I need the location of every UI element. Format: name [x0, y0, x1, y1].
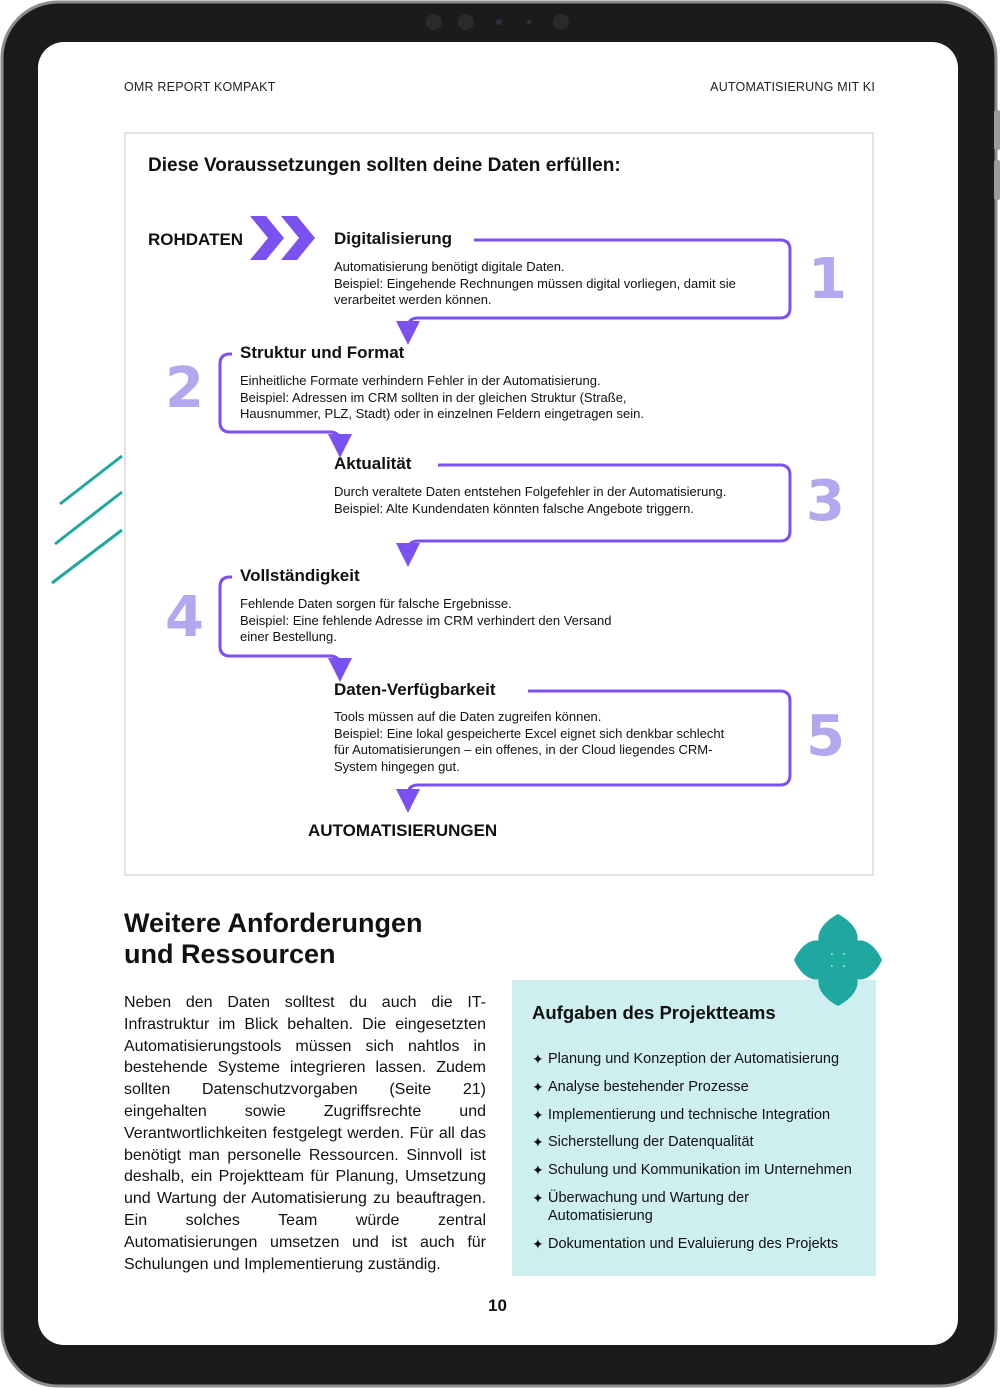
step-4-number: 4: [165, 585, 204, 650]
step-3-text: Durch veraltete Daten entstehen Folgefehler in der Automatisierung. Beispiel: Alte Kundendaten könnten falsche Angebote triggern.: [334, 484, 727, 516]
step-2-number: 2: [165, 356, 204, 421]
sparkle-icon: ✦: [532, 1134, 544, 1151]
step-1-title: Digitalisierung: [334, 229, 453, 248]
section-title: [124, 908, 423, 970]
step-5-title: Daten-Verfügbarkeit: [334, 680, 496, 699]
step-1-number: 1: [808, 247, 847, 312]
project-team-title: Aufgaben des Projektteams: [532, 1002, 776, 1023]
start-label-rohdaten: ROHDATEN: [148, 230, 244, 249]
double-chevron-icon: [250, 216, 315, 260]
sparkle-icon: ✦: [532, 1106, 544, 1123]
sparkle-icon: ✦: [532, 1162, 544, 1179]
sparkle-icon: ✦: [532, 1078, 544, 1095]
step-4-title: Vollständigkeit: [240, 566, 360, 585]
sparkle-icon: ✦: [532, 1189, 544, 1206]
end-label-automatisierungen: AUTOMATISIERUNGEN: [308, 821, 498, 840]
step-2-title: Struktur und Format: [240, 343, 405, 362]
list-item: ✦ Implementierung und technische Integration: [532, 1106, 831, 1123]
sparkle-icon: ✦: [532, 1235, 544, 1252]
step-5-text: Tools müssen auf die Daten zugreifen können. Beispiel: Eine lokal gespeicherte Excel eignet sich denkbar schlecht für Automatisierungen – ein offenes, in der Cloud liegendes CRM- System hingegen gut.: [334, 709, 725, 774]
step-3-number: 3: [806, 469, 845, 534]
list-item: ✦ Schulung und Kommunikation im Unternehmen: [532, 1162, 852, 1179]
section-title-line-1: Weitere Anforderungen: [124, 908, 423, 938]
project-team-task-list: [532, 1050, 867, 1263]
section-body: Neben den Daten solltest du auch die IT-Infrastruktur im Blick behalten. Die eingesetzten Automatisierungstools müssen sich nahtlos in bestehende Systeme integrieren lassen. Zudem sollten Datenschutzvorgaben (Seite 21) eingehalten sowie Zugriffsrechte und Verantwortlichkeiten festgelegt werden. Für all das benötigt man personelle Ressourcen. Sinnvoll ist deshalb, ein Projektteam für Planung, Umsetzung und Wartung der Automatisierung zu beauftragen. Ein solches Team würde zentral Automatisierungen umsetzen und ist auch für Schulungen und Implementierung zuständig.: [124, 994, 486, 1273]
step-5-number: 5: [806, 704, 845, 769]
list-item: ✦ Überwachung und Wartung der Automatisierung: [532, 1189, 749, 1224]
list-item: ✦ Planung und Konzeption der Automatisierung: [532, 1051, 840, 1067]
sparkle-icon: ✦: [532, 1051, 544, 1067]
step-3-title: Aktualität: [334, 454, 412, 473]
list-item: ✦ Analyse bestehender Prozesse: [532, 1078, 749, 1095]
list-item: ✦ Dokumentation und Evaluierung des Projekts: [532, 1235, 839, 1252]
step-4-text: Fehlende Daten sorgen für falsche Ergebnisse. Beispiel: Eine fehlende Adresse im CRM verhindert den Versand einer Bestellung.: [240, 596, 612, 644]
section-title-line-2: und Ressourcen: [124, 939, 336, 969]
requirements-title: Diese Voraussetzungen sollten deine Daten erfüllen:: [148, 155, 621, 176]
running-header-left: OMR REPORT KOMPAKT: [124, 80, 276, 94]
page-number: 10: [488, 1296, 507, 1315]
step-1-text: Automatisierung benötigt digitale Daten. Beispiel: Eingehende Rechnungen müssen digital vorliegen, damit sie verarbeitet werden können.: [334, 259, 736, 307]
running-header-right: AUTOMATISIERUNG MIT KI: [710, 80, 875, 94]
list-item: ✦ Sicherstellung der Datenqualität: [532, 1134, 754, 1151]
step-2-text: Einheitliche Formate verhindern Fehler in der Automatisierung. Beispiel: Adressen im CRM sollten in der gleichen Struktur (Straße, Hausnummer, PLZ, Stadt) oder in einzelnen Feldern eingetragen sein.: [240, 373, 644, 421]
